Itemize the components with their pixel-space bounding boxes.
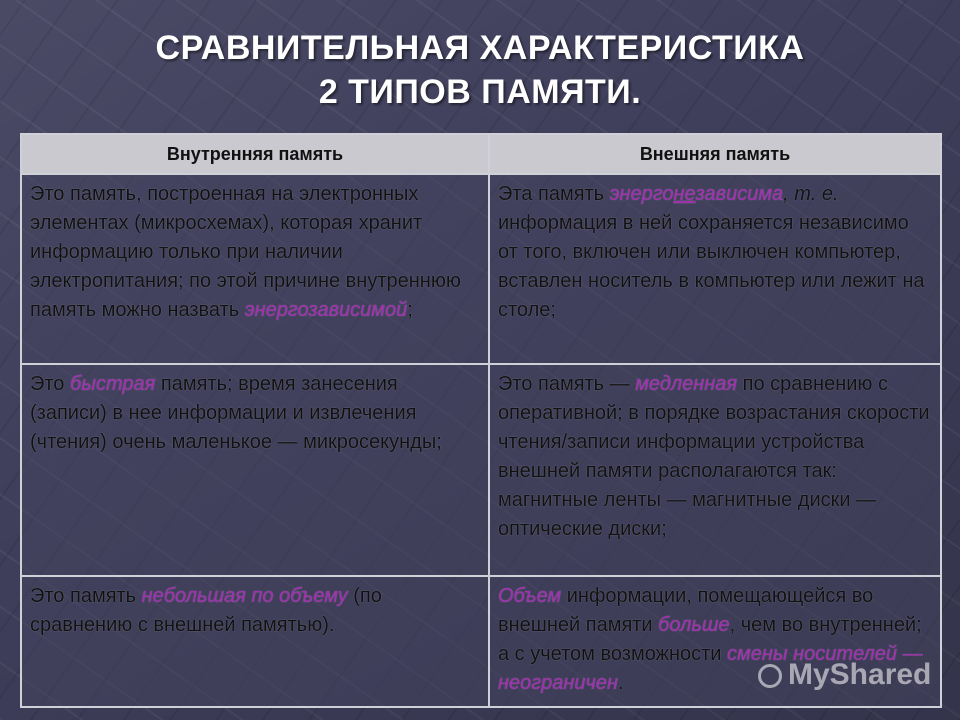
- highlight-term: больше: [658, 614, 730, 636]
- watermark: [758, 658, 931, 692]
- highlight-term-underlined: не: [673, 183, 696, 205]
- slide-title-line-2: 2 ТИПОВ ПАМЯТИ.: [318, 73, 642, 111]
- watermark-logo-icon: [758, 664, 782, 688]
- cell-text: информация в ней сохраняется независимо от того, включен или выключен компьютер, вставлен носитель в компьютер или лежит на столе;: [498, 212, 925, 321]
- cell-external-speed: [489, 364, 941, 576]
- cell-text: Это: [30, 373, 70, 395]
- cell-text-italic: , т. е.: [783, 183, 839, 205]
- comparison-table: [20, 133, 942, 708]
- cell-text: Это память, построенная на электронных элементах (микросхемах), которая хранит информацию только при наличии электропитания; по этой причине внутреннюю память можно назвать: [30, 183, 461, 321]
- highlight-term: зависима: [695, 183, 784, 205]
- cell-text: информации, помещающейся во внешней памяти: [498, 585, 874, 636]
- cell-text: , чем во внутренней; а с учетом возможности: [498, 614, 922, 665]
- highlight-term: энерго: [609, 183, 674, 205]
- cell-text: ;: [407, 299, 413, 321]
- highlight-term: небольшая по объему: [141, 585, 348, 607]
- table-row: [21, 364, 941, 576]
- highlight-term: смены носителей — неограничен: [498, 643, 923, 694]
- table-header-row: [21, 134, 941, 174]
- highlight-term: быстрая: [70, 373, 156, 395]
- cell-text: Это память —: [498, 373, 636, 395]
- cell-text: .: [617, 672, 624, 694]
- highlight-term: Объем: [498, 585, 562, 607]
- watermark-text: MyShared: [788, 658, 932, 691]
- cell-internal-volatility: [21, 174, 489, 364]
- table-row: [21, 174, 941, 364]
- cell-internal-speed: [21, 364, 489, 576]
- cell-external-volatility: [489, 174, 941, 364]
- slide-title: [0, 26, 960, 114]
- highlight-term: медленная: [635, 373, 738, 395]
- cell-text: память; время занесения (записи) в нее информации и извлечения (чтения) очень маленькое — микросекунды;: [30, 373, 442, 453]
- header-external-memory: Внешняя память: [489, 134, 941, 174]
- cell-text: Это память: [30, 585, 142, 607]
- cell-text: (по сравнению с внешней памятью).: [30, 585, 382, 636]
- slide-title-line-1: СРАВНИТЕЛЬНАЯ ХАРАКТЕРИСТИКА: [155, 29, 805, 67]
- cell-text: по сравнению с оперативной; в порядке возрастания скорости чтения/записи информации устройства внешней памяти располагаются так: магнитные ленты — магнитные диски — оптические диски;: [498, 373, 930, 540]
- header-internal-memory: Внутренняя память: [21, 134, 489, 174]
- cell-text: Эта память: [498, 183, 610, 205]
- cell-internal-capacity: [21, 576, 489, 707]
- highlight-term: энергозависимой: [244, 299, 408, 321]
